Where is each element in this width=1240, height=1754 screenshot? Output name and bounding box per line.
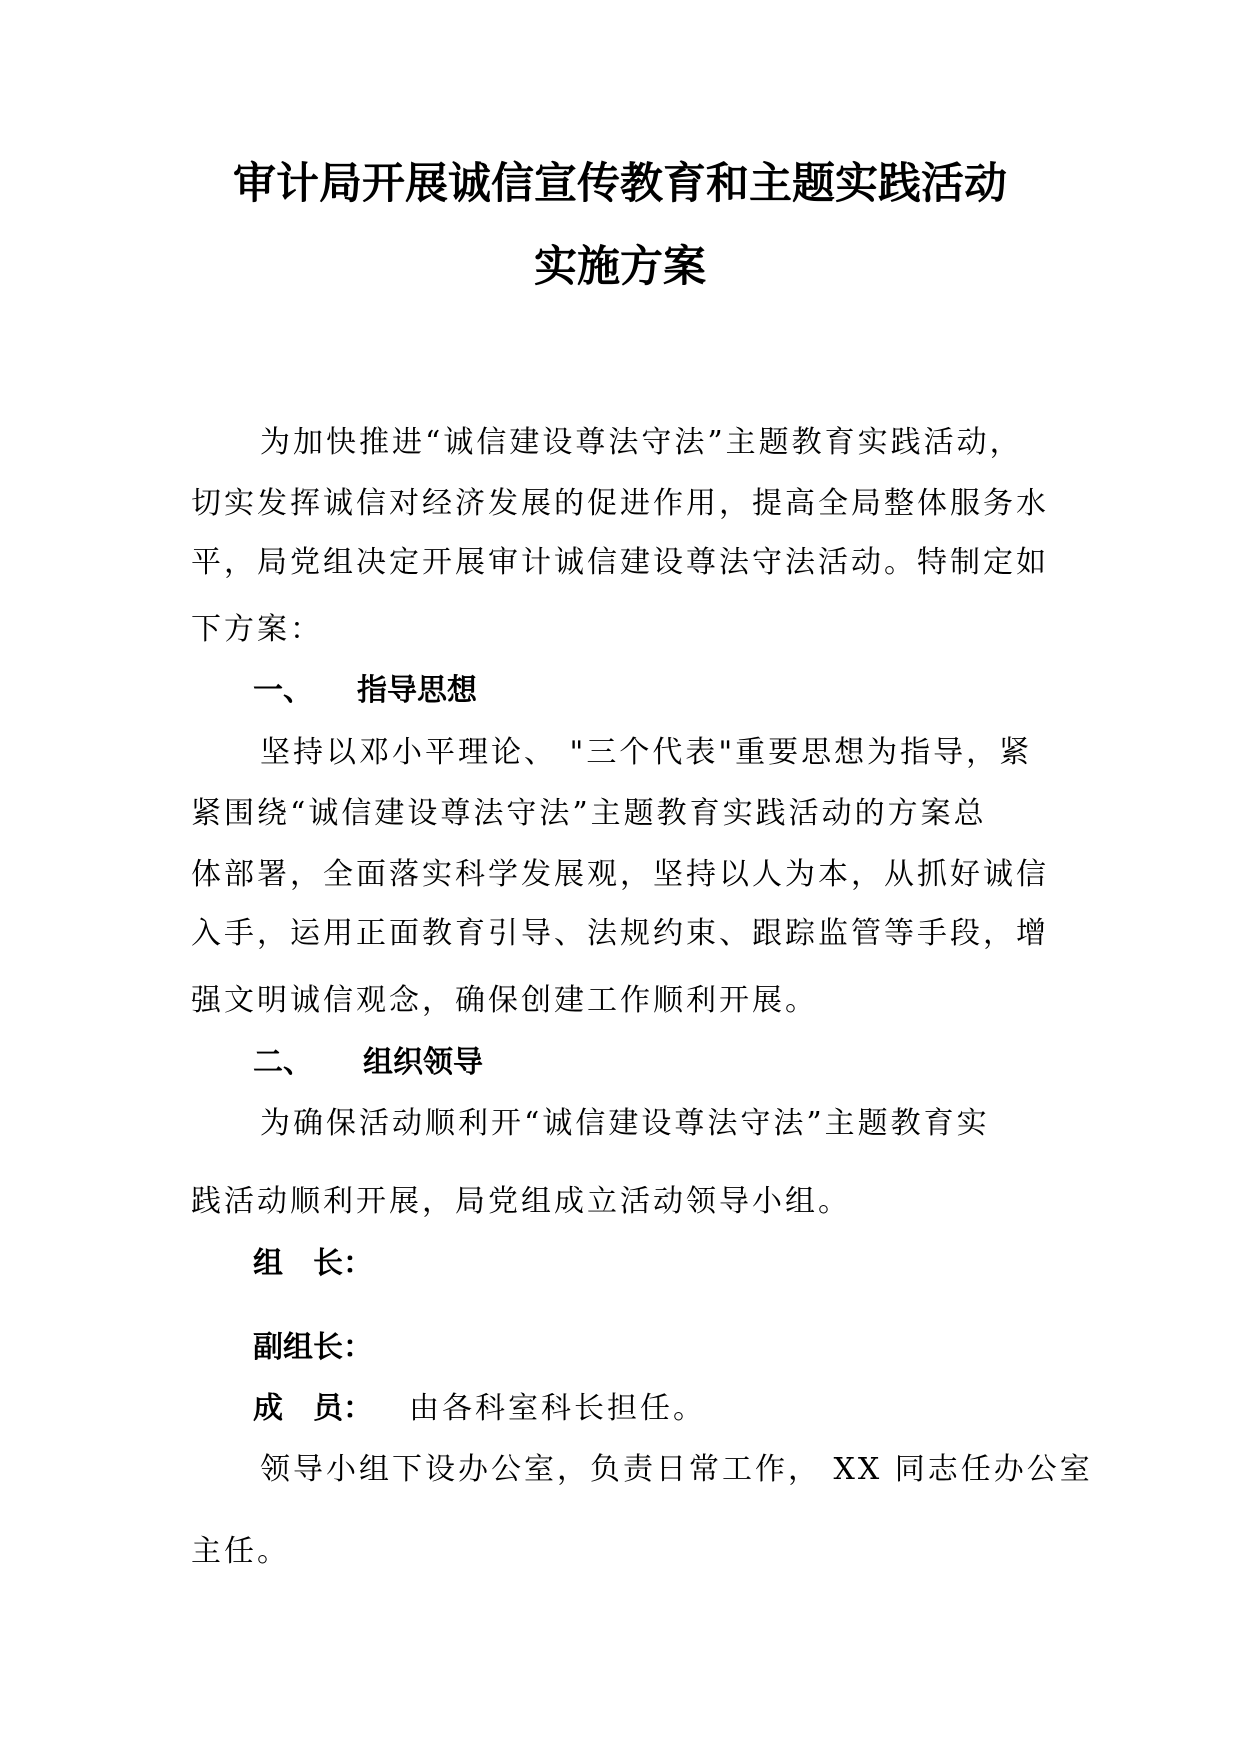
section-1-line-2: 紧围绕“诚信建设尊法守法”主题教育实践活动的方案总 [191, 796, 987, 831]
office-line-2: 主任。 [191, 1534, 290, 1569]
deputy-leader-row [253, 1330, 373, 1365]
section-1-line-4: 入手，运用正面教育引导、法规约束、跟踪监管等手段，增 [191, 916, 1049, 951]
leader-label: 组 长： [253, 1246, 373, 1281]
intro-line-3: 平，局党组决定开展审计诚信建设尊法守法活动。特制定如 [191, 545, 1049, 580]
document-title-line-1: 审计局开展诚信宣传教育和主题实践活动 [233, 159, 1007, 209]
intro-line-4: 下方案： [191, 612, 323, 647]
section-2-line-1: 为确保活动顺利开“诚信建设尊法守法”主题教育实 [260, 1106, 990, 1141]
intro-line-2: 切实发挥诚信对经济发展的促进作用，提高全局整体服务水 [191, 486, 1049, 521]
section-1-title: 指导思想 [357, 673, 477, 708]
intro-line-1: 为加快推进“诚信建设尊法守法”主题教育实践活动， [260, 425, 1023, 460]
leader-row [253, 1246, 373, 1281]
section-1-line-3: 体部署，全面落实科学发展观，坚持以人为本，从抓好诚信 [191, 857, 1049, 892]
section-1-line-5: 强文明诚信观念，确保创建工作顺利开展。 [191, 983, 818, 1018]
section-2-heading [253, 1045, 483, 1080]
section-1-line-1: 坚持以邓小平理论、 "三个代表"重要思想为指导，紧 [260, 735, 1033, 770]
section-2-line-2: 践活动顺利开展，局党组成立活动领导小组。 [191, 1184, 851, 1219]
office-line-1: 领导小组下设办公室，负责日常工作， XX 同志任办公室 [260, 1452, 1093, 1487]
section-2-number: 二、 [253, 1045, 313, 1080]
section-2-title: 组织领导 [363, 1045, 483, 1080]
members-row [253, 1391, 706, 1426]
document-title-line-2: 实施方案 [534, 242, 706, 292]
members-value: 由各科室科长担任。 [409, 1391, 706, 1426]
section-1-number: 一、 [253, 673, 313, 708]
members-label: 成 员： [253, 1391, 373, 1426]
section-1-heading [253, 673, 477, 708]
deputy-leader-label: 副组长： [253, 1330, 373, 1365]
